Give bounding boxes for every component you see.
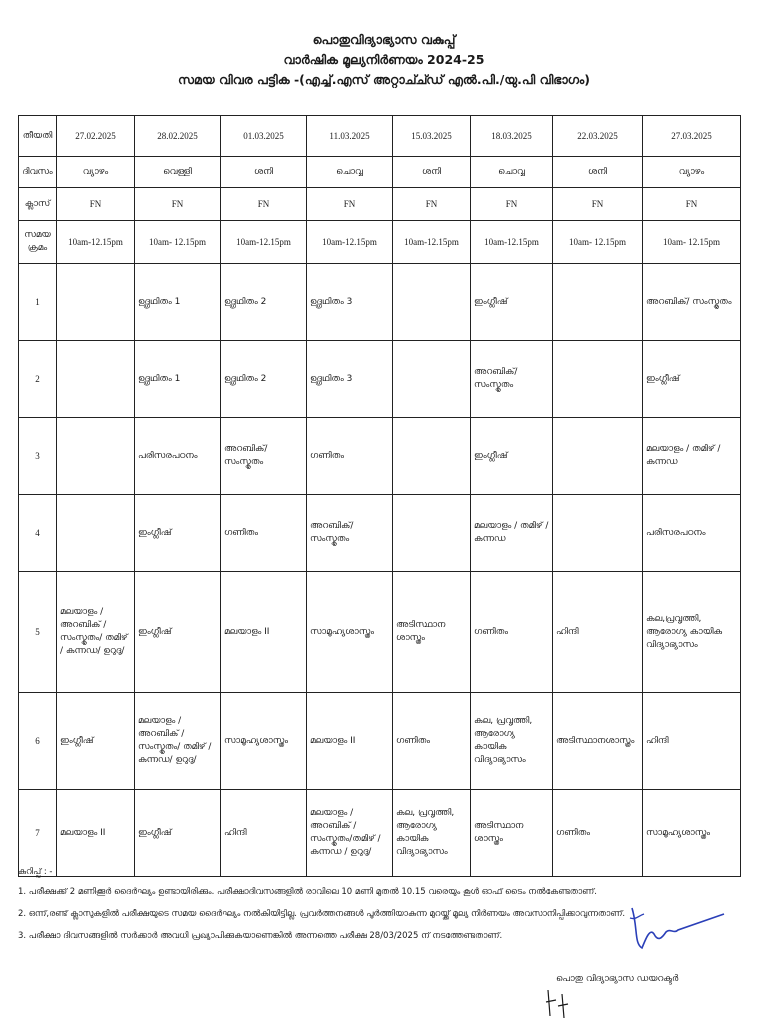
subject-cell	[393, 418, 471, 495]
subject-cell: പരിസരപഠനം	[643, 495, 741, 572]
day-cell: ശനി	[221, 157, 307, 188]
subject-cell: ഉദ്ഗ്രഥിതം 3	[307, 341, 393, 418]
subject-cell: അറബിക്/ സംസ്കൃതം	[643, 264, 741, 341]
subject-cell	[57, 495, 135, 572]
subject-cell: ഉദ്ഗ്രഥിതം 1	[135, 341, 221, 418]
subject-cell	[57, 341, 135, 418]
signature-mark	[624, 898, 734, 958]
day-cell: ചൊവ്വ	[307, 157, 393, 188]
note-item: 1. പരീക്ഷക്ക് 2 മണിക്കൂർ ദൈർഘ്യം ഉണ്ടായിരിക്കും. പരീക്ഷാദിവസങ്ങളിൽ രാവിലെ 10 മണി മുതൽ 10.15 വരെയും കൂൾ ഓഫ് ടൈം നൽകേണ്ടതാണ്.	[18, 887, 597, 897]
subject-cell	[553, 341, 643, 418]
day-cell: വെള്ളി	[135, 157, 221, 188]
subject-cell	[393, 495, 471, 572]
document-header	[0, 30, 768, 90]
subject-cell: ഹിന്ദി	[643, 693, 741, 790]
date-cell: 15.03.2025	[393, 116, 471, 157]
subject-cell	[393, 341, 471, 418]
subject-cell: ഉദ്ഗ്രഥിതം 3	[307, 264, 393, 341]
subject-cell: ഹിന്ദി	[553, 572, 643, 693]
notes-title: കുറിപ്പ് : -	[18, 867, 53, 877]
table-row	[19, 341, 741, 418]
day-row	[19, 157, 741, 188]
session-cell: FN	[221, 188, 307, 221]
date-cell: 27.02.2025	[57, 116, 135, 157]
time-cell: 10am-12.15pm	[393, 221, 471, 264]
subject-cell: ഇംഗ്ലീഷ്	[135, 790, 221, 877]
time-cell: 10am- 12.15pm	[135, 221, 221, 264]
subject-cell: മലയാളം / തമിഴ് / കന്നഡ	[643, 418, 741, 495]
time-row	[19, 221, 741, 264]
subject-cell: കല, പ്രവൃത്തി, ആരോഗ്യ കായിക വിദ്യാഭ്യാസം	[471, 693, 553, 790]
session-cell: FN	[135, 188, 221, 221]
subject-cell: അറബിക്/ സംസ്കൃതം	[307, 495, 393, 572]
table-row	[19, 693, 741, 790]
subject-cell: മലയാളം / അറബിക് /സംസ്കൃതം/തമിഴ് / കന്നഡ / ഉറുദു/	[307, 790, 393, 877]
day-cell: ശനി	[393, 157, 471, 188]
subject-cell	[553, 264, 643, 341]
subject-cell: ഗണിതം	[221, 495, 307, 572]
subject-cell: ഗണിതം	[393, 693, 471, 790]
date-cell: 11.03.2025	[307, 116, 393, 157]
subject-cell: ഹിന്ദി	[221, 790, 307, 877]
time-label: സമയ ക്രമം	[19, 221, 57, 264]
table-row	[19, 572, 741, 693]
session-cell: FN	[643, 188, 741, 221]
time-cell: 10am-12.15pm	[471, 221, 553, 264]
standard-number: 2	[19, 341, 57, 418]
subject-cell: മലയാളം / അറബിക് /സംസ്കൃതം/ തമിഴ് / കന്നഡ/ ഉറുദു/	[57, 572, 135, 693]
subject-cell: ഇംഗ്ലീഷ്	[471, 264, 553, 341]
table-row	[19, 264, 741, 341]
session-cell: FN	[393, 188, 471, 221]
subject-cell: അടിസ്ഥാന ശാസ്ത്രം	[393, 572, 471, 693]
note-item: 3. പരീക്ഷാ ദിവസങ്ങളിൽ സർക്കാർ അവധി പ്രഖ്യാപിക്കുകയാണെങ്കിൽ അന്നത്തെ പരീക്ഷ 28/03/2025 ന് നടത്തേണ്ടതാണ്.	[18, 931, 503, 941]
time-cell: 10am-12.15pm	[57, 221, 135, 264]
subject-cell: കല,പ്രവൃത്തി, ആരോഗ്യ കായിക വിദ്യാഭ്യാസം	[643, 572, 741, 693]
subject-cell: ഉദ്ഗ്രഥിതം 2	[221, 341, 307, 418]
session-label: ക്ലാസ്	[19, 188, 57, 221]
subject-cell: ഇംഗ്ലീഷ്	[643, 341, 741, 418]
date-cell: 28.02.2025	[135, 116, 221, 157]
subject-cell: അടിസ്ഥാനശാസ്ത്രം	[553, 693, 643, 790]
session-cell: FN	[471, 188, 553, 221]
subject-cell: ഗണിതം	[553, 790, 643, 877]
subject-cell: ഇംഗ്ലീഷ്	[135, 495, 221, 572]
subject-cell: ഗണിതം	[471, 572, 553, 693]
day-cell: ശനി	[553, 157, 643, 188]
standard-number: 3	[19, 418, 57, 495]
date-cell: 01.03.2025	[221, 116, 307, 157]
subject-cell: മലയാളം II	[307, 693, 393, 790]
date-cell: 22.03.2025	[553, 116, 643, 157]
subject-cell: ഉദ്ഗ്രഥിതം 1	[135, 264, 221, 341]
day-cell: ചൊവ്വ	[471, 157, 553, 188]
subject-cell	[393, 264, 471, 341]
date-cell: 18.03.2025	[471, 116, 553, 157]
day-cell: വ്യാഴം	[643, 157, 741, 188]
subject-cell: ഇംഗ്ലീഷ്	[57, 693, 135, 790]
subject-cell: മലയാളം / അറബിക് /സംസ്കൃതം/ തമിഴ് / കന്നഡ/ ഉറുദു/	[135, 693, 221, 790]
timetable-title: സമയ വിവര പട്ടിക -(എച്ച്.എസ് അറ്റാച്ച്ഡ് എൽ.പി./യു.പി വിഭാഗം)	[178, 72, 590, 87]
subject-cell: മലയാളം / തമിഴ് / കന്നഡ	[471, 495, 553, 572]
session-row	[19, 188, 741, 221]
subject-cell	[57, 418, 135, 495]
subject-cell	[553, 418, 643, 495]
subject-cell: കല, പ്രവൃത്തി, ആരോഗ്യ കായിക വിദ്യാഭ്യാസം	[393, 790, 471, 877]
standard-number: 7	[19, 790, 57, 877]
session-cell: FN	[307, 188, 393, 221]
day-cell: വ്യാഴം	[57, 157, 135, 188]
department-title: പൊതുവിദ്യാഭ്യാസ വകുപ്പ്	[312, 32, 456, 47]
subject-cell: അടിസ്ഥാന ശാസ്ത്രം	[471, 790, 553, 877]
subject-cell	[57, 264, 135, 341]
subject-cell: ഉദ്ഗ്രഥിതം 2	[221, 264, 307, 341]
subject-cell: അറബിക്/ സംസ്കൃതം	[471, 341, 553, 418]
subject-cell: ഇംഗ്ലീഷ്	[471, 418, 553, 495]
note-item: 2. ഒന്ന്,രണ്ട് ക്ലാസുകളിൽ പരീക്ഷയുടെ സമയ ദൈർഘ്യം നൽകിയിട്ടില്ല. പ്രവർത്തനങ്ങൾ പൂർത്തിയാകുന്ന മുറയ്ക്ക് മൂല്യ നിർണയം അവസാനിപ്പിക്കാവുന്നതാണ്.	[18, 909, 626, 919]
time-cell: 10am- 12.15pm	[553, 221, 643, 264]
table-row	[19, 495, 741, 572]
standard-number: 5	[19, 572, 57, 693]
date-label: തീയതി	[19, 116, 57, 157]
subject-cell: അറബിക്/ സംസ്കൃതം	[221, 418, 307, 495]
date-cell: 27.03.2025	[643, 116, 741, 157]
exam-title: വാർഷിക മൂല്യനിർണയം 2024-25	[283, 52, 485, 67]
subject-cell: പരിസരപഠനം	[135, 418, 221, 495]
session-cell: FN	[57, 188, 135, 221]
subject-cell: ഗണിതം	[307, 418, 393, 495]
exam-timetable	[18, 115, 741, 877]
subject-cell: മലയാളം II	[221, 572, 307, 693]
time-cell: 10am-12.15pm	[221, 221, 307, 264]
subject-cell: ഇംഗ്ലീഷ്	[135, 572, 221, 693]
initial-mark	[542, 986, 572, 1022]
subject-cell	[553, 495, 643, 572]
subject-cell: സാമൂഹ്യശാസ്ത്രം	[307, 572, 393, 693]
subject-cell: മലയാളം II	[57, 790, 135, 877]
day-label: ദിവസം	[19, 157, 57, 188]
table-row	[19, 790, 741, 877]
standard-number: 6	[19, 693, 57, 790]
session-cell: FN	[553, 188, 643, 221]
subject-cell: സാമൂഹ്യശാസ്ത്രം	[221, 693, 307, 790]
table-row	[19, 418, 741, 495]
date-row	[19, 116, 741, 157]
subject-cell: സാമൂഹ്യശാസ്ത്രം	[643, 790, 741, 877]
standard-number: 1	[19, 264, 57, 341]
time-cell: 10am-12.15pm	[307, 221, 393, 264]
standard-number: 4	[19, 495, 57, 572]
time-cell: 10am- 12.15pm	[643, 221, 741, 264]
signatory-designation: പൊതു വിദ്യാഭ്യാസ ഡയറക്ടർ	[556, 974, 679, 984]
